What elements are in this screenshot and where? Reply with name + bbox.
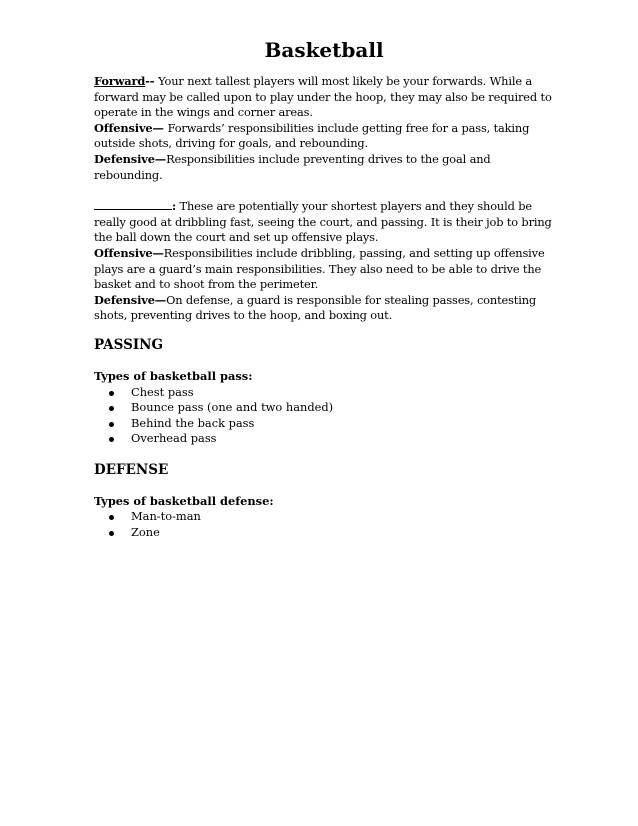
forward-defensive-text: Responsibilities include preventing drives to the goal and rebounding. [94, 151, 491, 182]
guard-defensive-text: On defense, a guard is responsible for stealing passes, contesting shots, preventing drives to the hoop, and boxing out. [94, 292, 537, 323]
guard-offensive-text: Responsibilities include dribbling, passing, and setting up offensive plays are a guard’s main responsibilities. They also need to be able to drive the basket and to shoot from the perimeter. [94, 245, 545, 292]
guard-paragraph [94, 199, 554, 246]
list-item: Overhead pass [107, 431, 554, 447]
list-item: Bounce pass (one and two handed) [107, 400, 554, 416]
passing-heading: PASSING [94, 336, 164, 353]
list-item: Zone [107, 525, 554, 541]
guard-offensive-label: Offensive— [94, 245, 164, 260]
defense-list-title: Types of basketball defense: [94, 493, 274, 508]
forward-defensive-label: Defensive— [94, 151, 167, 166]
passing-list-title: Types of basketball pass: [94, 368, 253, 383]
document-page [94, 36, 554, 541]
defense-heading: DEFENSE [94, 461, 169, 478]
forward-description: Your next tallest players will most likely be your forwards. While a forward may be called upon to play under the hoop, they may also be required to operate in the wings and corner areas. [94, 74, 552, 120]
forward-offensive [94, 121, 554, 152]
passing-list [94, 385, 554, 447]
forward-defensive [94, 152, 554, 183]
fill-in-blank-line [94, 199, 172, 210]
forward-offensive-label: Offensive— [94, 120, 168, 135]
forward-paragraph [94, 74, 554, 121]
guard-colon: : [172, 199, 177, 214]
bullet-icon [109, 531, 114, 536]
guard-offensive [94, 246, 554, 293]
forward-separator: -- [145, 74, 159, 88]
bullet-icon [109, 406, 114, 411]
bullet-icon [109, 422, 114, 427]
list-item: Chest pass [107, 385, 554, 401]
bullet-icon [109, 515, 114, 520]
page-title: Basketball [264, 38, 384, 62]
list-item: Man-to-man [107, 509, 554, 525]
defense-list [94, 509, 554, 540]
guard-defensive-label: Defensive— [94, 292, 167, 307]
guard-description: These are potentially your shortest players and they should be really good at dribbling fast, seeing the court, and passing. It is their job to bring the ball down the court and set up offensive plays. [94, 199, 552, 245]
forward-offensive-text: Forwards’ responsibilities include getting free for a pass, taking outside shots, driving for goals, and rebounding. [94, 120, 530, 151]
forward-label: Forward [94, 74, 146, 88]
guard-defensive [94, 293, 554, 324]
list-item: Behind the back pass [107, 416, 554, 432]
bullet-icon [109, 437, 114, 442]
bullet-icon [109, 391, 114, 396]
